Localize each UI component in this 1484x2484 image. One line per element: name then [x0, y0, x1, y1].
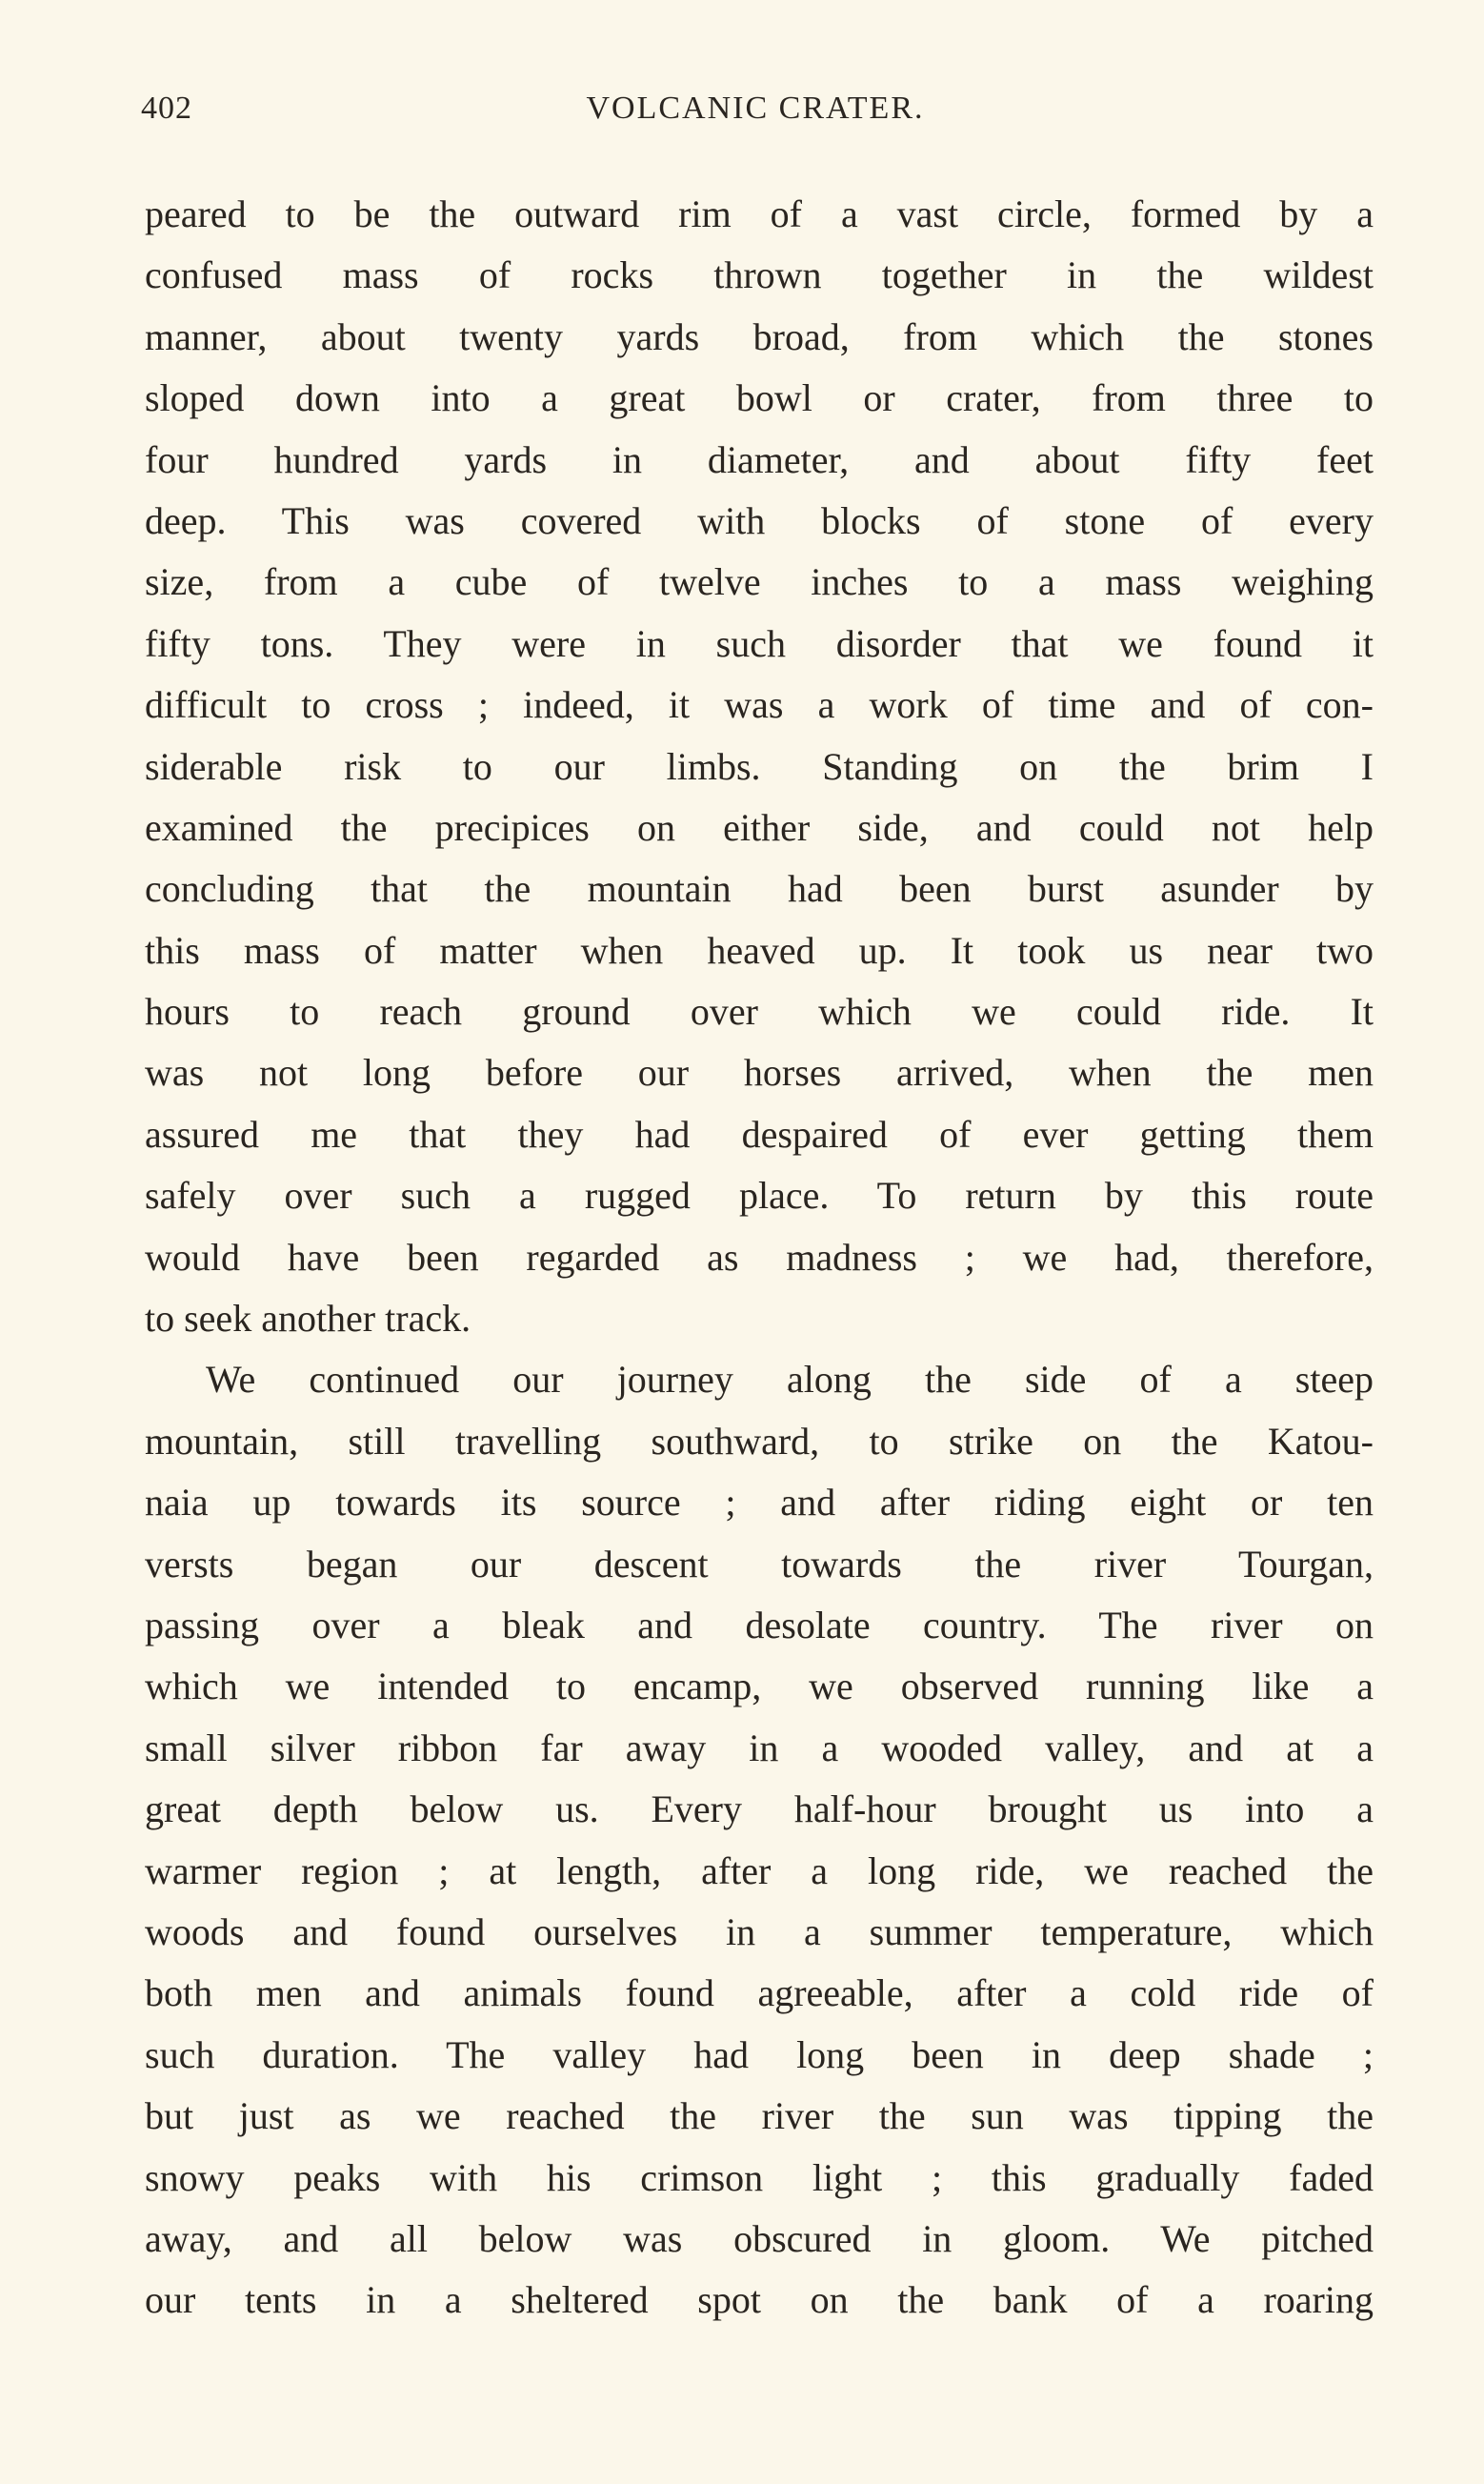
text-line: such duration. The valley had long been in deep shade ;: [145, 2032, 1374, 2076]
text-line: this mass of matter when heaved up. It took us near two: [145, 928, 1374, 972]
text-line: manner, about twenty yards broad, from which the stones: [145, 314, 1374, 358]
text-line: passing over a bleak and desolate country. The river on: [145, 1603, 1374, 1646]
body-text: [145, 184, 1374, 2332]
text-line: warmer region ; at length, after a long ride, we reached the: [145, 1848, 1374, 1892]
text-line: confused mass of rocks thrown together in the wildest: [145, 253, 1374, 297]
text-line: would have been regarded as madness ; we had, therefore,: [145, 1235, 1374, 1279]
text-line: woods and found ourselves in a summer temperature, which: [145, 1909, 1374, 1953]
paragraph-2: [145, 1349, 1374, 2331]
text-line: size, from a cube of twelve inches to a mass weighing: [145, 560, 1374, 604]
paragraph-1: [145, 184, 1374, 1349]
text-line: which we intended to encamp, we observed running like a: [145, 1665, 1374, 1708]
text-line: mountain, still travelling southward, to strike on the Katou-: [145, 1419, 1374, 1463]
running-title: VOLCANIC CRATER.: [586, 91, 925, 126]
text-line: our tents in a sheltered spot on the bank of a roaring: [145, 2278, 1374, 2322]
text-line: examined the precipices on either side, and could not help: [145, 805, 1374, 849]
text-line: We continued our journey along the side of a steep: [206, 1358, 1374, 1402]
text-line: assured me that they had despaired of ever getting them: [145, 1112, 1374, 1156]
text-line: was not long before our horses arrived, when the men: [145, 1051, 1374, 1095]
text-line: hours to reach ground over which we could ride. It: [145, 990, 1374, 1034]
text-line: fifty tons. They were in such disorder that we found it: [145, 621, 1374, 665]
text-line: safely over such a rugged place. To return by this route: [145, 1174, 1374, 1218]
text-line: snowy peaks with his crimson light ; this gradually faded: [145, 2155, 1374, 2199]
text-line: naia up towards its source ; and after riding eight or ten: [145, 1481, 1374, 1525]
text-line: both men and animals found agreeable, after a cold ride of: [145, 1971, 1374, 2015]
text-line: peared to be the outward rim of a vast circle, formed by a: [145, 192, 1374, 235]
text-line: siderable risk to our limbs. Standing on the brim I: [145, 744, 1374, 788]
text-line: deep. This was covered with blocks of stone of every: [145, 498, 1374, 542]
text-line: but just as we reached the river the sun was tipping the: [145, 2094, 1374, 2138]
text-line: small silver ribbon far away in a wooded valley, and at a: [145, 1726, 1374, 1769]
text-line: versts began our descent towards the river Tourgan,: [145, 1542, 1374, 1585]
text-line: to seek another track.: [145, 1297, 471, 1341]
page-number: 402: [141, 91, 192, 126]
text-line: sloped down into a great bowl or crater, from three to: [145, 376, 1374, 420]
text-line: four hundred yards in diameter, and about fifty feet: [145, 437, 1374, 481]
text-line: difficult to cross ; indeed, it was a work of time and of con-: [145, 683, 1374, 727]
text-line: great depth below us. Every half-hour brought us into a: [145, 1787, 1374, 1831]
text-line: concluding that the mountain had been burst asunder by: [145, 867, 1374, 911]
text-line: away, and all below was obscured in gloom. We pitched: [145, 2216, 1374, 2260]
running-head: [141, 91, 1370, 138]
